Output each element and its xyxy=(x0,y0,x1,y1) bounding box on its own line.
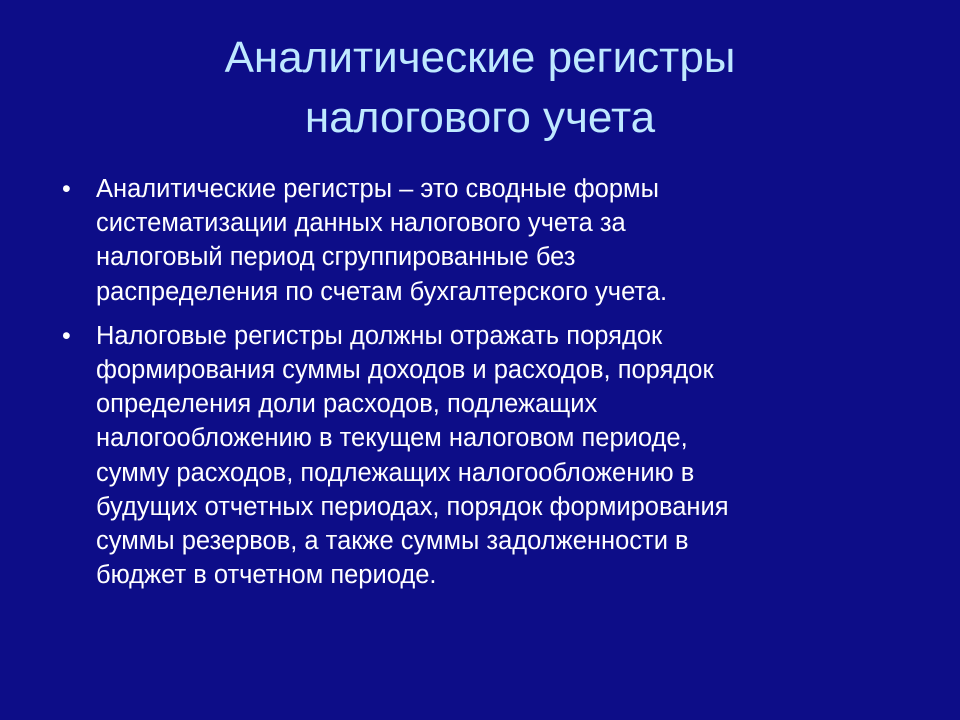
bullet-item-2 xyxy=(60,319,910,593)
bullet-2-line-4: налогообложению в текущем налоговом периоде, xyxy=(96,424,688,453)
bullet-2-line-3: определения доли расходов, подлежащих xyxy=(96,390,598,419)
bullet-2-line-1: Налоговые регистры должны отражать порядок xyxy=(96,321,663,350)
bullet-2-line-7: суммы резервов, а также суммы задолженности в xyxy=(96,527,689,556)
bullet-2-line-5: сумму расходов, подлежащих налогообложению в xyxy=(96,458,695,487)
bullet-2-line-8: бюджет в отчетном периоде. xyxy=(96,561,437,590)
slide-title xyxy=(60,28,900,148)
bullet-1-line-1: Аналитические регистры – это сводные формы xyxy=(96,175,659,203)
bullet-1-line-4: распределения по счетам бухгалтерского учета. xyxy=(96,277,668,306)
slide-title-line-2: налогового учета xyxy=(304,93,656,142)
bullet-dot-icon: • xyxy=(62,175,71,203)
bullet-2-line-2: формирования суммы доходов и расходов, порядок xyxy=(96,356,714,385)
bullet-1-line-3: налоговый период сгруппированные без xyxy=(96,243,576,272)
bullet-dot-icon: • xyxy=(62,321,71,350)
slide-title-line-1: Аналитические регистры xyxy=(224,33,736,82)
bullet-2-line-6: будущих отчетных периодах, порядок формирования xyxy=(96,492,729,521)
bullet-1-line-2: систематизации данных налогового учета за xyxy=(96,209,626,238)
bullet-list xyxy=(60,172,910,602)
bullet-item-1 xyxy=(60,172,910,309)
